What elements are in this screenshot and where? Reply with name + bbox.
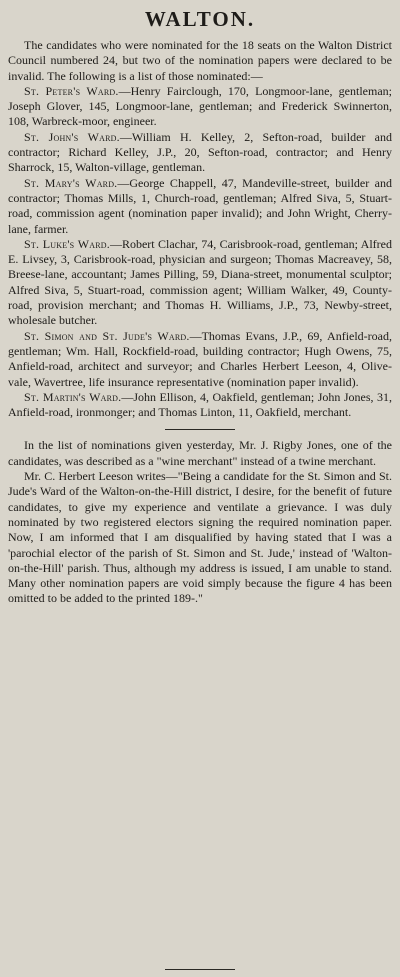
bottom-divider (165, 969, 235, 970)
ward-candidates: —John Ellison, 4, Oakfield, gentleman; John Jones, 31, Anfield-road, ironmonger; and Thomas Linton, 11, Oakfield, merchant. (8, 389, 392, 420)
ward-paragraph-st-johns (8, 130, 392, 176)
ward-name: St. Mary's Ward. (24, 175, 118, 190)
ward-candidates: —George Chappell, 47, Mandeville-street, builder and contractor; Thomas Mills, 1, Church-road, gentleman; Alfred Siva, 5, Stuart-road, commission agent (nomination paper invalid); and John Wright, Cherry-lane, farmer. (8, 175, 392, 236)
section-divider (165, 429, 235, 430)
ward-candidates: —William H. Kelley, 2, Sefton-road, builder and contractor; Richard Kelley, J.P., 20, Sefton-road, contractor; and Henry Sharrock, 15, Walton-village, gentleman. (8, 129, 392, 175)
ward-name: St. Simon and St. Jude's Ward. (24, 328, 190, 343)
ward-name: St. Luke's Ward. (24, 236, 110, 251)
ward-name: St. Martin's Ward. (24, 389, 122, 404)
correction-paragraph: In the list of nominations given yesterday, Mr. J. Rigby Jones, one of the candidates, was described as a "wine merchant" instead of a twine merchant. (8, 438, 392, 468)
ward-paragraph-st-martins (8, 390, 392, 421)
ward-paragraph-st-peters (8, 84, 392, 130)
ward-paragraph-st-marys (8, 176, 392, 237)
ward-candidates: —Henry Fairclough, 170, Longmoor-lane, gentleman; Joseph Glover, 145, Longmoor-lane, gentleman; and Frederick Swinnerton, 108, Warbreck-moor, engineer. (8, 83, 392, 129)
article-title: WALTON. (144, 7, 256, 31)
article-column (8, 6, 392, 607)
ward-name: St. John's Ward. (24, 129, 120, 144)
intro-paragraph: The candidates who were nominated for the 18 seats on the Walton District Council numbered 24, but two of the nomination papers were declared to be invalid. The following is a list of those nominated:— (8, 38, 392, 83)
ward-paragraph-st-lukes (8, 237, 392, 329)
ward-name: St. Peter's Ward. (24, 83, 119, 98)
letter-paragraph: Mr. C. Herbert Leeson writes—"Being a candidate for the St. Simon and St. Jude's Ward of the Walton-on-the-Hill district, I desire, for the benefit of future candidates, to give my experience and ventilate a grievance. I was duly nominated by two registered electors signing the required nomination paper. Now, I am informed that I am disqualified by having stated that I was a 'parochial elector of the parish of St. Simon and St. Jude,' instead of 'Walton-on-the-Hill' parish. Thus, although my address is issued, I am unable to stand. Many other nomination papers are void simply because the figure 4 has been omitted to be added to the printed 189-." (8, 469, 392, 606)
ward-candidates: —Robert Clachar, 74, Carisbrook-road, gentleman; Alfred E. Livsey, 3, Carisbrook-road, physician and surgeon; Thomas Macreavey, 58, Breese-lane, accountant; James Pilling, 59, Diana-street, monumental sculptor; Alfred Siva, 5, Stuart-road, commission agent; William Walker, 49, County-road, provision merchant; and Thomas H. Williams, J.P., 73, Newby-street, wholesale butcher. (8, 236, 392, 328)
ward-paragraph-st-simon-st-jude (8, 329, 392, 390)
ward-candidates: —Thomas Evans, J.P., 69, Anfield-road, gentleman; Wm. Hall, Rockfield-road, building contractor; Hugh Owens, 75, Anfield-road, architect and surveyor; and Charles Herbert Leeson, 4, Olive-vale, Wavertree, life insurance representative (nomination paper invalid). (8, 328, 393, 389)
